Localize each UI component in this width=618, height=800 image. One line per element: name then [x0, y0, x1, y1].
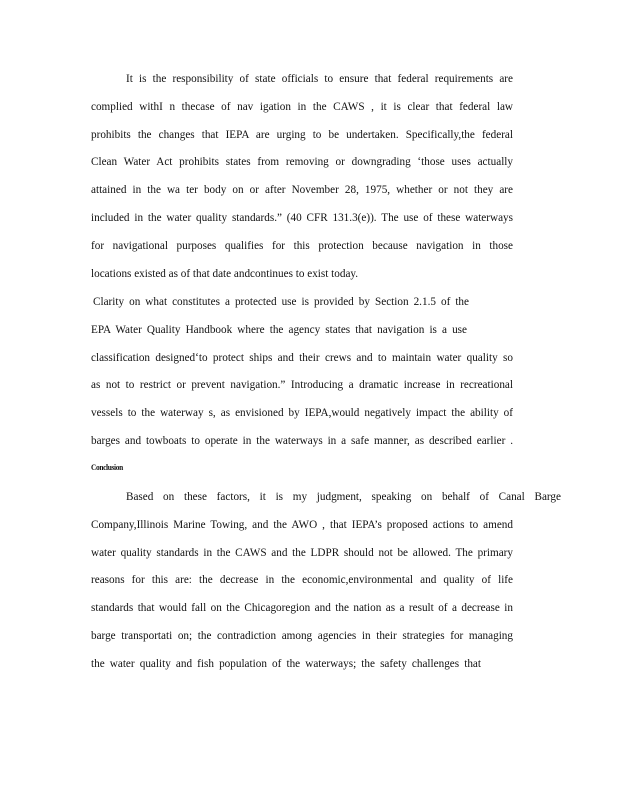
text-line: classification designed‘to protect ships and their crews and to maintain water quality so [91, 351, 513, 364]
text-line: the water quality and fish population of the waterways; the safety challenges that [91, 657, 481, 670]
paragraph-conclusion [91, 490, 561, 685]
text-line: Clean Water Act prohibits states from removing or downgrading ‘those uses actually [91, 156, 513, 169]
text-line: vessels to the waterway s, as envisioned by IEPA,would negatively impact the ability of [91, 407, 513, 420]
text-line: barges and towboats to operate in the waterways in a safe manner, as described earlier . [91, 434, 513, 447]
text-line: prohibits the changes that IEPA are urging to be undertaken. Specifically,the federal [91, 128, 513, 141]
text-line: Company,Illinois Marine Towing, and the AWO , that IEPA’s proposed actions to amend [91, 518, 513, 531]
text-line: attained in the wa ter body on or after November 28, 1975, whether or not they are [91, 184, 513, 197]
text-line: locations existed as of that date andcontinues to exist today. [91, 267, 359, 280]
section-heading-conclusion: Conclusion [91, 462, 123, 472]
text-line: barge transportati on; the contradiction among agencies in their strategies for managing [91, 629, 513, 642]
text-line: It is the responsibility of state officials to ensure that federal requirements are [126, 73, 513, 85]
text-line: standards that would fall on the Chicagoregion and the nation as a result of a decrease in [91, 602, 513, 615]
text-line: as not to restrict or prevent navigation.” Introducing a dramatic increase in recreational [91, 379, 513, 392]
text-line: water quality standards in the CAWS and the LDPR should not be allowed. The primary [91, 546, 513, 559]
text-line: Clarity on what constitutes a protected use is provided by Section 2.1.5 of the [93, 296, 469, 308]
text-line: Based on these factors, it is my judgment, speaking on behalf of Canal Barge [126, 491, 561, 503]
text-line: EPA Water Quality Handbook where the agency states that navigation is a use [91, 323, 467, 336]
text-line: complied withI n thecase of nav igation in the CAWS , it is clear that federal law [91, 100, 513, 113]
text-line: for navigational purposes qualifies for this protection because navigation in those [91, 239, 513, 252]
paragraph-navigation-protection [91, 72, 513, 294]
text-line: reasons for this are: the decrease in the economic,environmental and quality of life [91, 574, 513, 587]
paragraph-clarity-handbook [91, 295, 513, 462]
text-line: included in the water quality standards.” (40 CFR 131.3(e)). The use of these waterways [91, 211, 513, 224]
